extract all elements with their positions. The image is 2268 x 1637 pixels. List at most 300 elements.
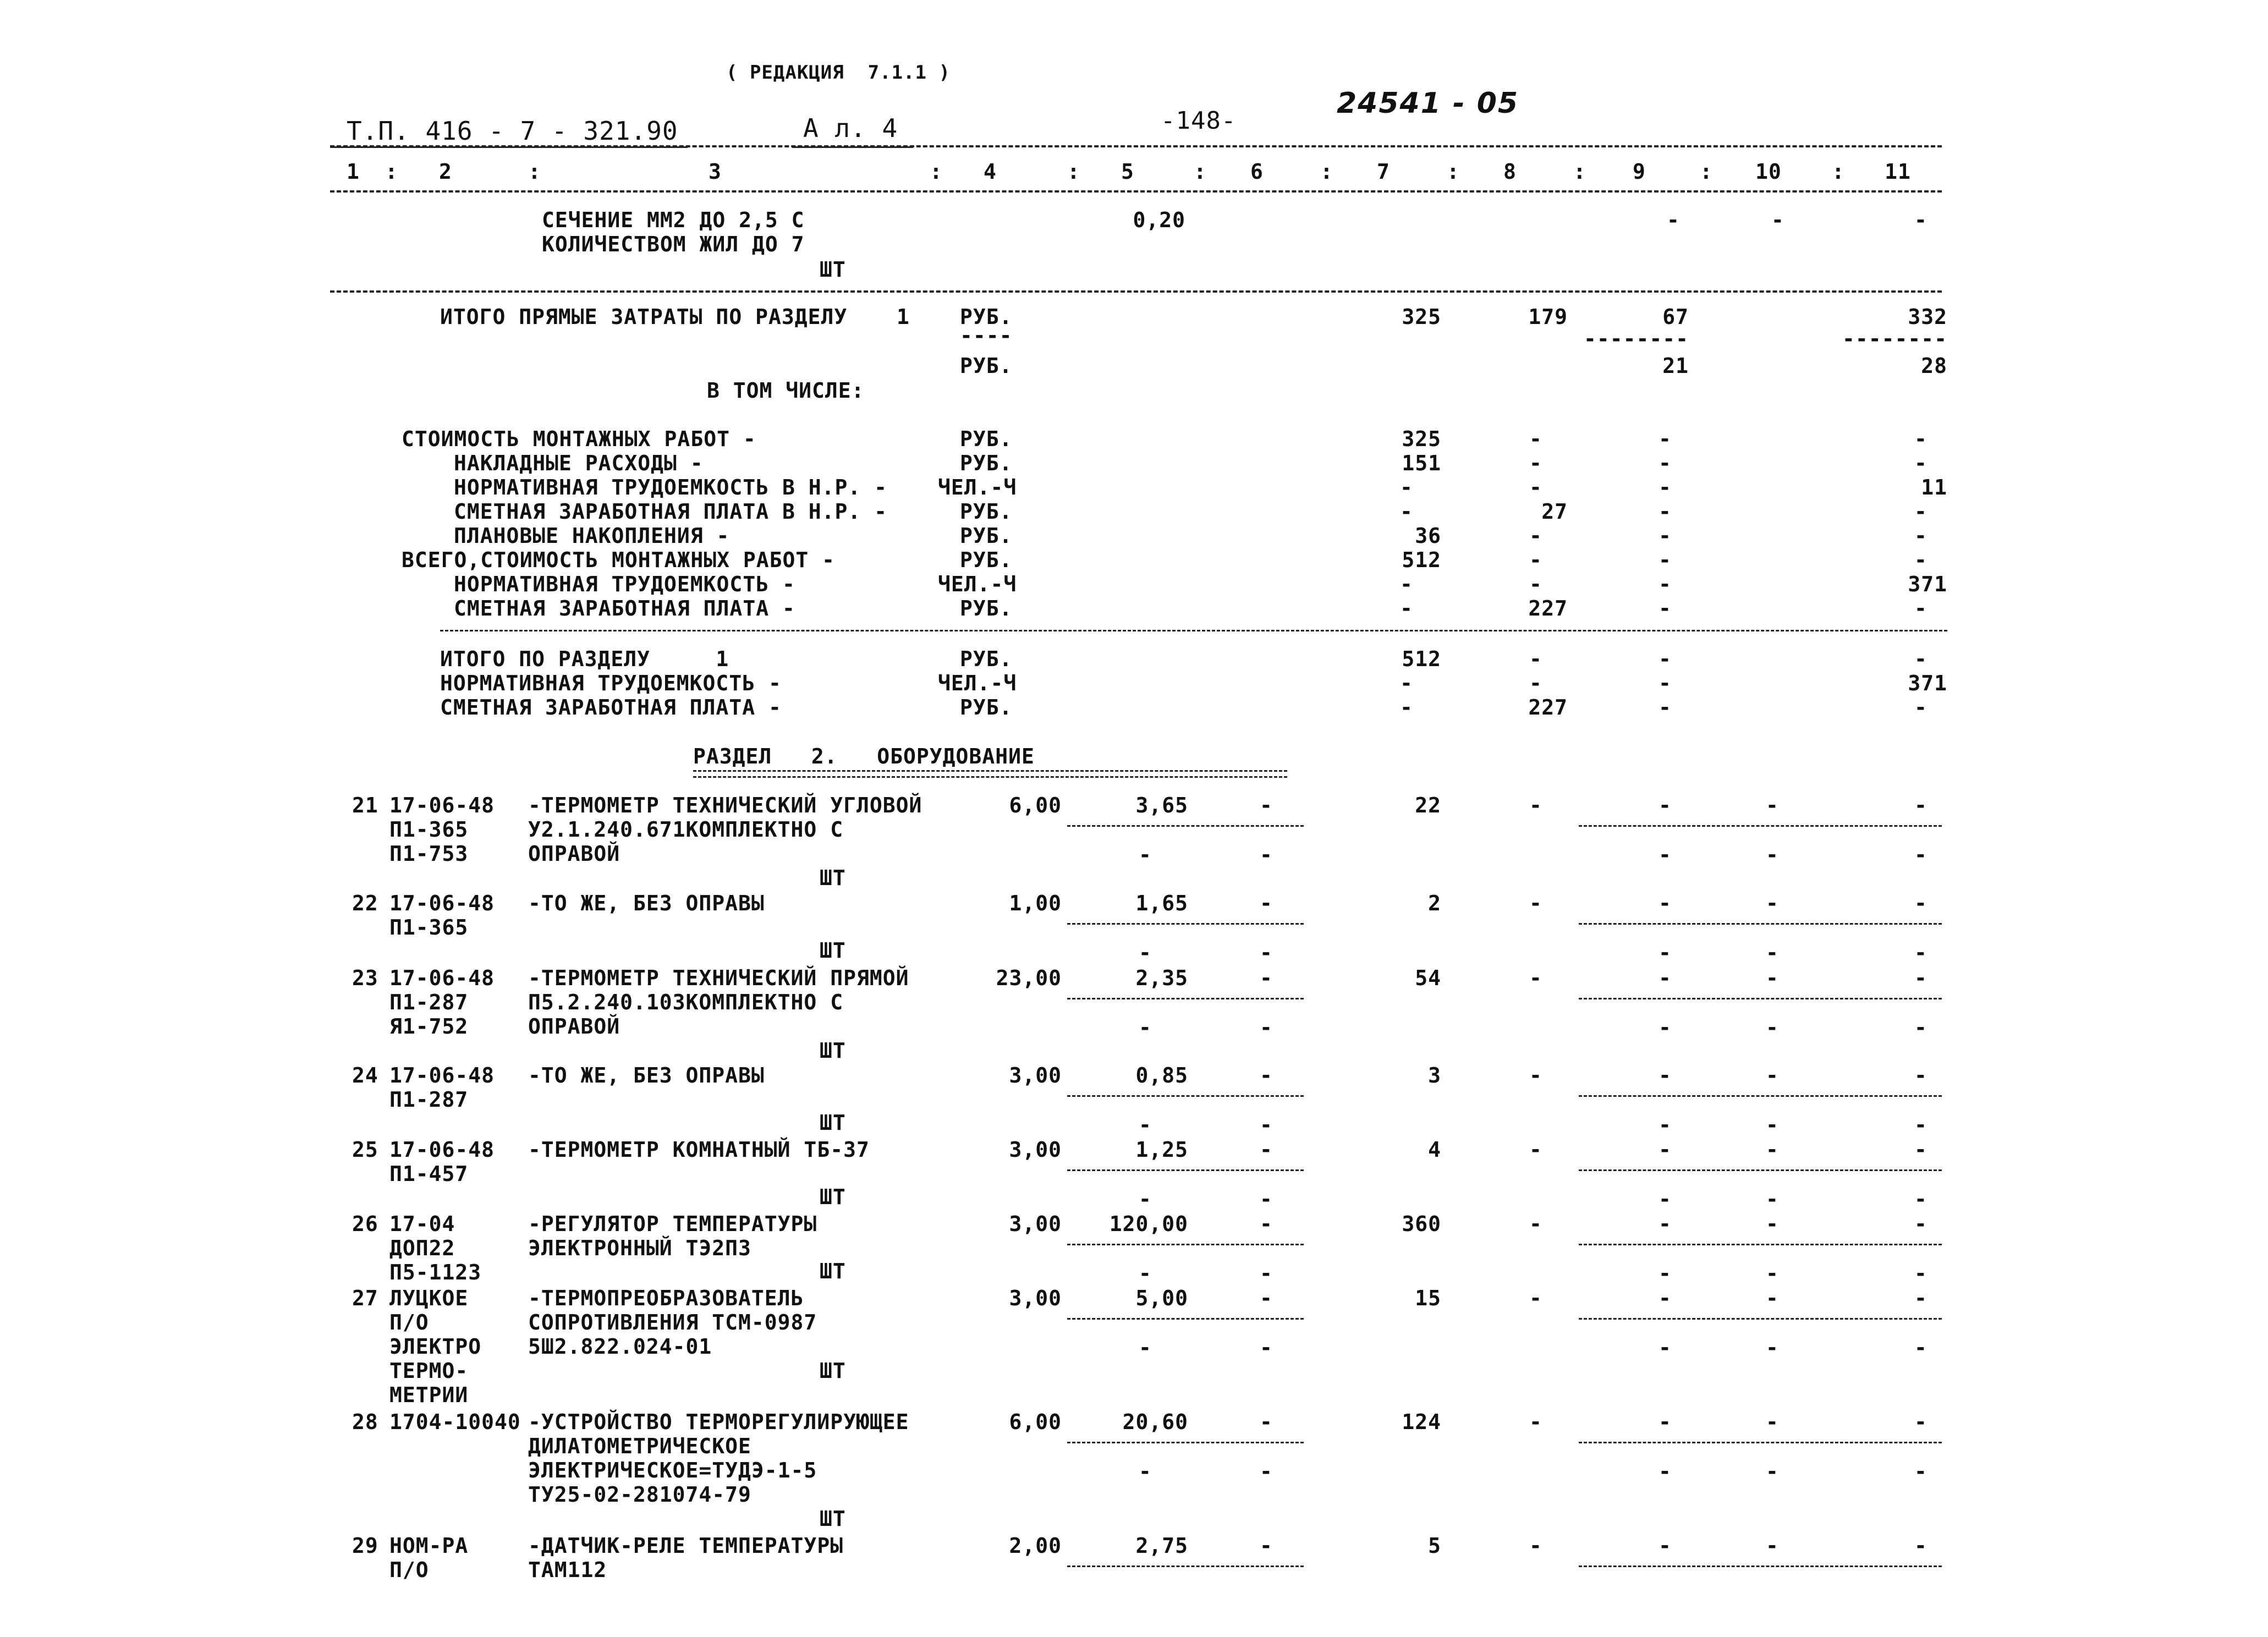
item-quantity: 6,00 xyxy=(1009,1410,1062,1434)
item-sub-dash: - xyxy=(1914,1015,1927,1040)
breakdown-col-11: - xyxy=(1914,427,1927,451)
item-col-10: - xyxy=(1766,966,1779,990)
breakdown-col-11: - xyxy=(1914,524,1927,548)
item-subtotal-rule xyxy=(1067,1244,1304,1245)
item-total: 2 xyxy=(1428,891,1441,915)
breakdown-unit: РУБ. xyxy=(960,596,1013,620)
item-name-line: КОЛИЧЕСТВОМ ЖИЛ ДО 7 xyxy=(542,232,805,256)
cell-col-9: - xyxy=(1667,208,1680,232)
item-col-9: - xyxy=(1659,1410,1672,1434)
item-col-10: - xyxy=(1766,1286,1779,1310)
breakdown-col-7: - xyxy=(1400,596,1413,620)
header-rule-top xyxy=(330,145,1942,147)
column-separator: : xyxy=(1700,160,1713,184)
item-sub-dash: - xyxy=(1139,1459,1152,1484)
item-sub-dash: - xyxy=(1139,941,1152,965)
item-quantity: 1,00 xyxy=(1009,891,1062,915)
item-sub-dash: - xyxy=(1260,941,1273,965)
item-quantity: 2,00 xyxy=(1009,1534,1062,1558)
section-total-col-9: - xyxy=(1659,671,1672,695)
section-total-col-11: - xyxy=(1914,695,1927,719)
item-total: 360 xyxy=(1402,1212,1441,1236)
breakdown-col-11: 11 xyxy=(1921,475,1947,499)
item-col-11: - xyxy=(1914,891,1927,915)
item-sub-dash: - xyxy=(1766,843,1779,867)
item-total: 54 xyxy=(1415,966,1441,990)
item-col-6: - xyxy=(1260,1212,1273,1236)
item-code-line: П/О xyxy=(389,1558,429,1582)
breakdown-col-7: 36 xyxy=(1415,524,1441,548)
section-total-col-11: - xyxy=(1914,647,1927,671)
breakdown-col-7: - xyxy=(1400,499,1413,524)
total-col-7: 325 xyxy=(1402,305,1441,329)
breakdown-col-9: - xyxy=(1659,524,1672,548)
item-subtotal-rule xyxy=(1579,1318,1942,1320)
item-unit-price: 1,65 xyxy=(1135,891,1188,915)
breakdown-unit: РУБ. xyxy=(960,524,1013,548)
breakdown-col-7: 512 xyxy=(1402,548,1441,572)
item-sub-dash: - xyxy=(1260,1015,1273,1040)
item-name-line: -РЕГУЛЯТОР ТЕМПЕРАТУРЫ xyxy=(528,1212,817,1236)
item-sub-dash: - xyxy=(1260,843,1273,867)
item-sub-dash: - xyxy=(1139,1336,1152,1360)
breakdown-col-11: - xyxy=(1914,499,1927,524)
item-col-9: - xyxy=(1659,1138,1672,1162)
item-code-line: 17-04 xyxy=(389,1212,455,1236)
item-col-10: - xyxy=(1766,891,1779,915)
item-sub-dash: - xyxy=(1766,1187,1779,1211)
section-2-title: РАЗДЕЛ 2. ОБОРУДОВАНИЕ xyxy=(693,744,1035,768)
item-sub-dash: - xyxy=(1914,1113,1927,1137)
item-col-9: - xyxy=(1659,966,1672,990)
breakdown-col-8: - xyxy=(1529,451,1542,475)
item-sub-dash: - xyxy=(1659,1336,1672,1360)
item-sub-dash: - xyxy=(1139,1113,1152,1137)
item-name-line: -ТО ЖЕ, БЕЗ ОПРАВЫ xyxy=(528,1063,765,1087)
item-col-11: - xyxy=(1914,1138,1927,1162)
item-quantity: 3,00 xyxy=(1009,1212,1062,1236)
column-number-3: 3 xyxy=(709,160,722,184)
item-unit-price: 20,60 xyxy=(1122,1410,1188,1434)
item-col-8: - xyxy=(1529,1212,1542,1236)
breakdown-col-8: - xyxy=(1529,548,1542,572)
item-sub-dash: - xyxy=(1766,1336,1779,1360)
item-unit-price: 1,25 xyxy=(1135,1138,1188,1162)
item-subtotal-rule xyxy=(1579,1095,1942,1097)
column-number-5: 5 xyxy=(1121,160,1134,184)
item-unit-price: 0,85 xyxy=(1135,1063,1188,1087)
item-subtotal-rule xyxy=(1579,1442,1942,1443)
item-col-6: - xyxy=(1260,1410,1273,1434)
item-subtotal-rule xyxy=(1579,923,1942,925)
item-col-10: - xyxy=(1766,1534,1779,1558)
item-code-line: ТЕРМО- xyxy=(389,1359,469,1383)
item-col-8: - xyxy=(1529,1063,1542,1087)
item-code-line: ЛУЦКОЕ xyxy=(389,1286,469,1310)
breakdown-col-11: 371 xyxy=(1908,572,1947,596)
item-sub-dash: - xyxy=(1659,1459,1672,1484)
breakdown-label: НОРМАТИВНАЯ ТРУДОЕМКОСТЬ В Н.Р. - xyxy=(454,475,887,499)
item-sub-dash: - xyxy=(1139,1015,1152,1040)
item-total: 5 xyxy=(1428,1534,1441,1558)
breakdown-col-11: - xyxy=(1914,451,1927,475)
item-quantity: 23,00 xyxy=(996,966,1062,990)
breakdown-label: СМЕТНАЯ ЗАРАБОТНАЯ ПЛАТА В Н.Р. - xyxy=(454,499,887,524)
item-sub-dash: - xyxy=(1914,1187,1927,1211)
section-total-col-11: 371 xyxy=(1908,671,1947,695)
section-rule xyxy=(330,290,1942,293)
breakdown-label: НОРМАТИВНАЯ ТРУДОЕМКОСТЬ - xyxy=(454,572,795,596)
item-name-line: ОПРАВОЙ xyxy=(528,842,620,866)
item-sub-dash: - xyxy=(1914,1261,1927,1286)
cell-col-5: 0,20 xyxy=(1133,208,1185,232)
item-number: 22 xyxy=(352,891,378,915)
item-unit-price: 2,35 xyxy=(1135,966,1188,990)
item-number: 24 xyxy=(352,1063,378,1087)
item-sub-dash: - xyxy=(1659,1113,1672,1137)
item-subtotal-rule xyxy=(1067,1095,1304,1097)
item-col-6: - xyxy=(1260,1286,1273,1310)
breakdown-unit: ЧЕЛ.-Ч xyxy=(938,475,1017,499)
item-unit: ШТ xyxy=(820,1259,846,1283)
item-name-line: ДИЛАТОМЕТРИЧЕСКОЕ xyxy=(528,1434,751,1458)
item-number: 21 xyxy=(352,793,378,817)
column-number-8: 8 xyxy=(1503,160,1517,184)
breakdown-col-9: - xyxy=(1659,548,1672,572)
column-number-2: 2 xyxy=(439,160,452,184)
item-sub-dash: - xyxy=(1914,843,1927,867)
item-name-line: У2.1.240.671КОМПЛЕКТНО С xyxy=(528,817,844,842)
item-col-8: - xyxy=(1529,1534,1542,1558)
column-separator: : xyxy=(930,160,943,184)
item-code-line: ДОП22 xyxy=(389,1236,455,1260)
cell-col-10: - xyxy=(1771,208,1784,232)
breakdown-col-7: - xyxy=(1400,572,1413,596)
total-col-8: 179 xyxy=(1528,305,1568,329)
item-col-8: - xyxy=(1529,1138,1542,1162)
item-col-9: - xyxy=(1659,1286,1672,1310)
item-col-9: - xyxy=(1659,793,1672,817)
item-col-10: - xyxy=(1766,1410,1779,1434)
item-col-8: - xyxy=(1529,891,1542,915)
item-unit: ШТ xyxy=(820,1359,846,1383)
item-sub-dash: - xyxy=(1914,1459,1927,1484)
section-total-label: ИТОГО ПО РАЗДЕЛУ 1 xyxy=(440,647,729,671)
breakdown-col-8: 27 xyxy=(1541,499,1568,524)
handwritten-number: 24541 - 05 xyxy=(1337,87,1519,120)
section-total-unit: ЧЕЛ.-Ч xyxy=(938,671,1017,695)
item-unit: ШТ xyxy=(820,1111,846,1135)
doc-code: Т.П. 416 - 7 - 321.90 xyxy=(347,116,678,146)
breakdown-unit: РУБ. xyxy=(960,427,1013,451)
item-quantity: 3,00 xyxy=(1009,1138,1062,1162)
item-sub-dash: - xyxy=(1914,1336,1927,1360)
item-name-line: -УСТРОЙСТВО ТЕРМОРЕГУЛИРУЮЩЕЕ xyxy=(528,1410,909,1434)
item-subtotal-rule xyxy=(1067,998,1304,999)
item-sub-dash: - xyxy=(1766,1261,1779,1286)
section-total-col-8: - xyxy=(1529,671,1542,695)
item-name-line: ОПРАВОЙ xyxy=(528,1014,620,1039)
breakdown-col-8: - xyxy=(1529,475,1542,499)
item-sub-dash: - xyxy=(1260,1187,1273,1211)
item-name-line: -ДАТЧИК-РЕЛЕ ТЕМПЕРАТУРЫ xyxy=(528,1534,844,1558)
section-total-col-8: 227 xyxy=(1528,695,1568,719)
section-total-col-7: - xyxy=(1400,671,1413,695)
item-unit-price: 120,00 xyxy=(1109,1212,1188,1236)
total-col-9-underline: -------- xyxy=(1583,327,1689,351)
item-number: 23 xyxy=(352,966,378,990)
column-separator: : xyxy=(1194,160,1207,184)
item-sub-dash: - xyxy=(1659,941,1672,965)
item-col-6: - xyxy=(1260,1063,1273,1087)
item-sub-dash: - xyxy=(1659,1015,1672,1040)
breakdown-col-9: - xyxy=(1659,475,1672,499)
column-number-1: 1 xyxy=(347,160,360,184)
item-subtotal-rule xyxy=(1067,1169,1304,1171)
item-number: 28 xyxy=(352,1410,378,1434)
total-col-11: 332 xyxy=(1908,305,1947,329)
item-name-line: ЭЛЕКТРИЧЕСКОЕ=ТУДЭ-1-5 xyxy=(528,1458,817,1482)
item-subtotal-rule xyxy=(1579,998,1942,999)
item-quantity: 3,00 xyxy=(1009,1063,1062,1087)
column-separator: : xyxy=(1067,160,1080,184)
column-number-7: 7 xyxy=(1377,160,1390,184)
item-col-10: - xyxy=(1766,793,1779,817)
item-code-line: 17-06-48 xyxy=(389,966,495,990)
item-sub-dash: - xyxy=(1260,1459,1273,1484)
column-separator: : xyxy=(1447,160,1460,184)
item-unit-price: 2,75 xyxy=(1135,1534,1188,1558)
item-unit-price: 5,00 xyxy=(1135,1286,1188,1310)
item-col-6: - xyxy=(1260,966,1273,990)
item-unit: ШТ xyxy=(820,1507,846,1531)
item-sub-dash: - xyxy=(1260,1261,1273,1286)
item-total: 4 xyxy=(1428,1138,1441,1162)
total-col-11-underline: -------- xyxy=(1842,327,1947,351)
column-separator: : xyxy=(528,160,541,184)
item-sub-dash: - xyxy=(1766,1113,1779,1137)
item-code-line: НОМ-РА xyxy=(389,1534,469,1558)
item-col-11: - xyxy=(1914,1212,1927,1236)
total-col-9: 21 xyxy=(1662,354,1689,378)
item-col-6: - xyxy=(1260,1534,1273,1558)
cell-col-11: - xyxy=(1914,208,1927,232)
item-col-8: - xyxy=(1529,1286,1542,1310)
total-unit: РУБ. xyxy=(960,305,1013,329)
item-subtotal-rule xyxy=(1579,1565,1942,1567)
item-code-line: 17-06-48 xyxy=(389,891,495,915)
breakdown-col-8: 227 xyxy=(1528,596,1568,620)
breakdown-col-11: - xyxy=(1914,548,1927,572)
total-unit: РУБ. xyxy=(960,354,1013,378)
item-subtotal-rule xyxy=(1579,1244,1942,1245)
section-total-col-7: - xyxy=(1400,695,1413,719)
item-col-9: - xyxy=(1659,1212,1672,1236)
item-name-line: СЕЧЕНИЕ ММ2 ДО 2,5 С xyxy=(542,208,805,232)
item-sub-dash: - xyxy=(1139,1261,1152,1286)
breakdown-col-8: - xyxy=(1529,524,1542,548)
item-sub-dash: - xyxy=(1766,941,1779,965)
item-name-line: -ТЕРМОМЕТР ТЕХНИЧЕСКИЙ ПРЯМОЙ xyxy=(528,966,909,990)
column-separator: : xyxy=(1832,160,1845,184)
column-separator: : xyxy=(1320,160,1333,184)
item-quantity: 3,00 xyxy=(1009,1286,1062,1310)
item-subtotal-rule xyxy=(1067,1442,1304,1443)
section-total-col-9: - xyxy=(1659,647,1672,671)
item-number: 27 xyxy=(352,1286,378,1310)
total-col-9: 67 xyxy=(1662,305,1689,329)
breakdown-col-9: - xyxy=(1659,451,1672,475)
including-label: В ТОМ ЧИСЛЕ: xyxy=(707,378,865,403)
item-name-line: ТУ25-02-281074-79 xyxy=(528,1482,751,1507)
item-col-8: - xyxy=(1529,793,1542,817)
item-subtotal-rule xyxy=(1067,825,1304,827)
item-number: 25 xyxy=(352,1138,378,1162)
album-number: А л. 4 xyxy=(803,113,898,143)
item-unit: ШТ xyxy=(820,1039,846,1063)
column-number-9: 9 xyxy=(1633,160,1646,184)
item-code-line: 17-06-48 xyxy=(389,793,495,817)
section-total-unit: РУБ. xyxy=(960,695,1013,719)
item-col-8: - xyxy=(1529,1410,1542,1434)
column-separator: : xyxy=(1573,160,1586,184)
item-unit: ШТ xyxy=(820,866,846,890)
breakdown-col-7: 325 xyxy=(1402,427,1441,451)
breakdown-col-8: - xyxy=(1529,427,1542,451)
item-sub-dash: - xyxy=(1659,843,1672,867)
item-number: 29 xyxy=(352,1534,378,1558)
total-section-number: 1 xyxy=(897,305,910,329)
item-name-line: ЭЛЕКТРОННЫЙ ТЭ2П3 xyxy=(528,1236,751,1260)
item-unit: ШТ xyxy=(820,257,846,282)
item-col-10: - xyxy=(1766,1138,1779,1162)
item-col-8: - xyxy=(1529,966,1542,990)
breakdown-col-7: 151 xyxy=(1402,451,1441,475)
breakdown-unit: РУБ. xyxy=(960,451,1013,475)
item-name-line: 5Ш2.822.024-01 xyxy=(528,1334,712,1359)
item-code-line: 17-06-48 xyxy=(389,1138,495,1162)
item-code-line: 17-06-48 xyxy=(389,1063,495,1087)
breakdown-unit: ЧЕЛ.-Ч xyxy=(938,572,1017,596)
item-subtotal-rule xyxy=(1067,923,1304,925)
item-unit: ШТ xyxy=(820,1185,846,1209)
item-col-11: - xyxy=(1914,1286,1927,1310)
item-quantity: 6,00 xyxy=(1009,793,1062,817)
column-number-6: 6 xyxy=(1250,160,1264,184)
item-sub-dash: - xyxy=(1659,1187,1672,1211)
item-code-line: Я1-752 xyxy=(389,1014,469,1039)
section-total-col-8: - xyxy=(1529,647,1542,671)
column-number-4: 4 xyxy=(984,160,997,184)
column-number-11: 11 xyxy=(1885,160,1911,184)
item-code-line: П1-287 xyxy=(389,1087,469,1112)
item-sub-dash: - xyxy=(1659,1261,1672,1286)
item-col-11: - xyxy=(1914,1410,1927,1434)
item-sub-dash: - xyxy=(1139,1187,1152,1211)
item-unit-price: 3,65 xyxy=(1135,793,1188,817)
breakdown-col-11: - xyxy=(1914,596,1927,620)
item-code-line: П5-1123 xyxy=(389,1260,482,1284)
item-col-6: - xyxy=(1260,1138,1273,1162)
breakdown-col-9: - xyxy=(1659,596,1672,620)
item-sub-dash: - xyxy=(1914,941,1927,965)
total-unit-underline: ---- xyxy=(960,323,1013,348)
item-name-line: П5.2.240.103КОМПЛЕКТНО С xyxy=(528,990,844,1014)
item-name-line: -ТЕРМОМЕТР КОМНАТНЫЙ ТБ-37 xyxy=(528,1138,870,1162)
item-sub-dash: - xyxy=(1139,843,1152,867)
item-sub-dash: - xyxy=(1766,1459,1779,1484)
column-separator: : xyxy=(385,160,398,184)
item-sub-dash: - xyxy=(1766,1015,1779,1040)
breakdown-label: СТОИМОСТЬ МОНТАЖНЫХ РАБОТ - xyxy=(402,427,756,451)
item-col-10: - xyxy=(1766,1212,1779,1236)
item-subtotal-rule xyxy=(1067,1565,1304,1567)
item-col-6: - xyxy=(1260,891,1273,915)
item-unit: ШТ xyxy=(820,938,846,963)
breakdown-col-9: - xyxy=(1659,572,1672,596)
item-code-line: П1-457 xyxy=(389,1162,469,1186)
section-total-col-9: - xyxy=(1659,695,1672,719)
total-col-11: 28 xyxy=(1921,354,1947,378)
header-rule-bottom xyxy=(330,190,1942,193)
breakdown-label: ВСЕГО,СТОИМОСТЬ МОНТАЖНЫХ РАБОТ - xyxy=(402,548,835,572)
item-total: 3 xyxy=(1428,1063,1441,1087)
item-col-11: - xyxy=(1914,966,1927,990)
item-name-line: СОПРОТИВЛЕНИЯ ТСМ-0987 xyxy=(528,1310,817,1334)
item-code-line: П1-753 xyxy=(389,842,469,866)
breakdown-col-8: - xyxy=(1529,572,1542,596)
item-sub-dash: - xyxy=(1260,1113,1273,1137)
breakdown-unit: РУБ. xyxy=(960,548,1013,572)
item-name-line: -ТЕРМОПРЕОБРАЗОВАТЕЛЬ xyxy=(528,1286,804,1310)
section-total-unit: РУБ. xyxy=(960,647,1013,671)
breakdown-col-9: - xyxy=(1659,499,1672,524)
item-name-line: -ТО ЖЕ, БЕЗ ОПРАВЫ xyxy=(528,891,765,915)
breakdown-label: НАКЛАДНЫЕ РАСХОДЫ - xyxy=(454,451,704,475)
item-col-10: - xyxy=(1766,1063,1779,1087)
item-col-11: - xyxy=(1914,1063,1927,1087)
item-col-6: - xyxy=(1260,793,1273,817)
item-col-9: - xyxy=(1659,1534,1672,1558)
breakdown-label: ПЛАНОВЫЕ НАКОПЛЕНИЯ - xyxy=(454,524,730,548)
breakdown-col-7: - xyxy=(1400,475,1413,499)
item-code-line: МЕТРИИ xyxy=(389,1383,469,1407)
item-subtotal-rule xyxy=(1067,1318,1304,1320)
section-total-label: СМЕТНАЯ ЗАРАБОТНАЯ ПЛАТА - xyxy=(440,695,782,719)
breakdown-col-9: - xyxy=(1659,427,1672,451)
item-code-line: 1704-10040 xyxy=(389,1410,521,1434)
item-code-line: П/О xyxy=(389,1310,429,1334)
item-col-11: - xyxy=(1914,793,1927,817)
item-code-line: П1-365 xyxy=(389,915,469,940)
section-2-title-double-underline xyxy=(693,770,1287,778)
item-total: 15 xyxy=(1415,1286,1441,1310)
item-number: 26 xyxy=(352,1212,378,1236)
item-code-line: П1-365 xyxy=(389,817,469,842)
total-label: ИТОГО ПРЯМЫЕ ЗАТРАТЫ ПО РАЗДЕЛУ xyxy=(440,305,848,329)
breakdown-unit: РУБ. xyxy=(960,499,1013,524)
section-total-col-7: 512 xyxy=(1402,647,1441,671)
breakdown-label: СМЕТНАЯ ЗАРАБОТНАЯ ПЛАТА - xyxy=(454,596,795,620)
item-subtotal-rule xyxy=(1579,1169,1942,1171)
item-name-line: ТАМ112 xyxy=(528,1558,607,1582)
item-col-9: - xyxy=(1659,891,1672,915)
item-col-11: - xyxy=(1914,1534,1927,1558)
item-code-line: ЭЛЕКТРО xyxy=(389,1334,482,1359)
stamp-text: ( РЕДАКЦИЯ 7.1.1 ) xyxy=(726,62,951,84)
item-total: 124 xyxy=(1402,1410,1441,1434)
item-sub-dash: - xyxy=(1260,1336,1273,1360)
